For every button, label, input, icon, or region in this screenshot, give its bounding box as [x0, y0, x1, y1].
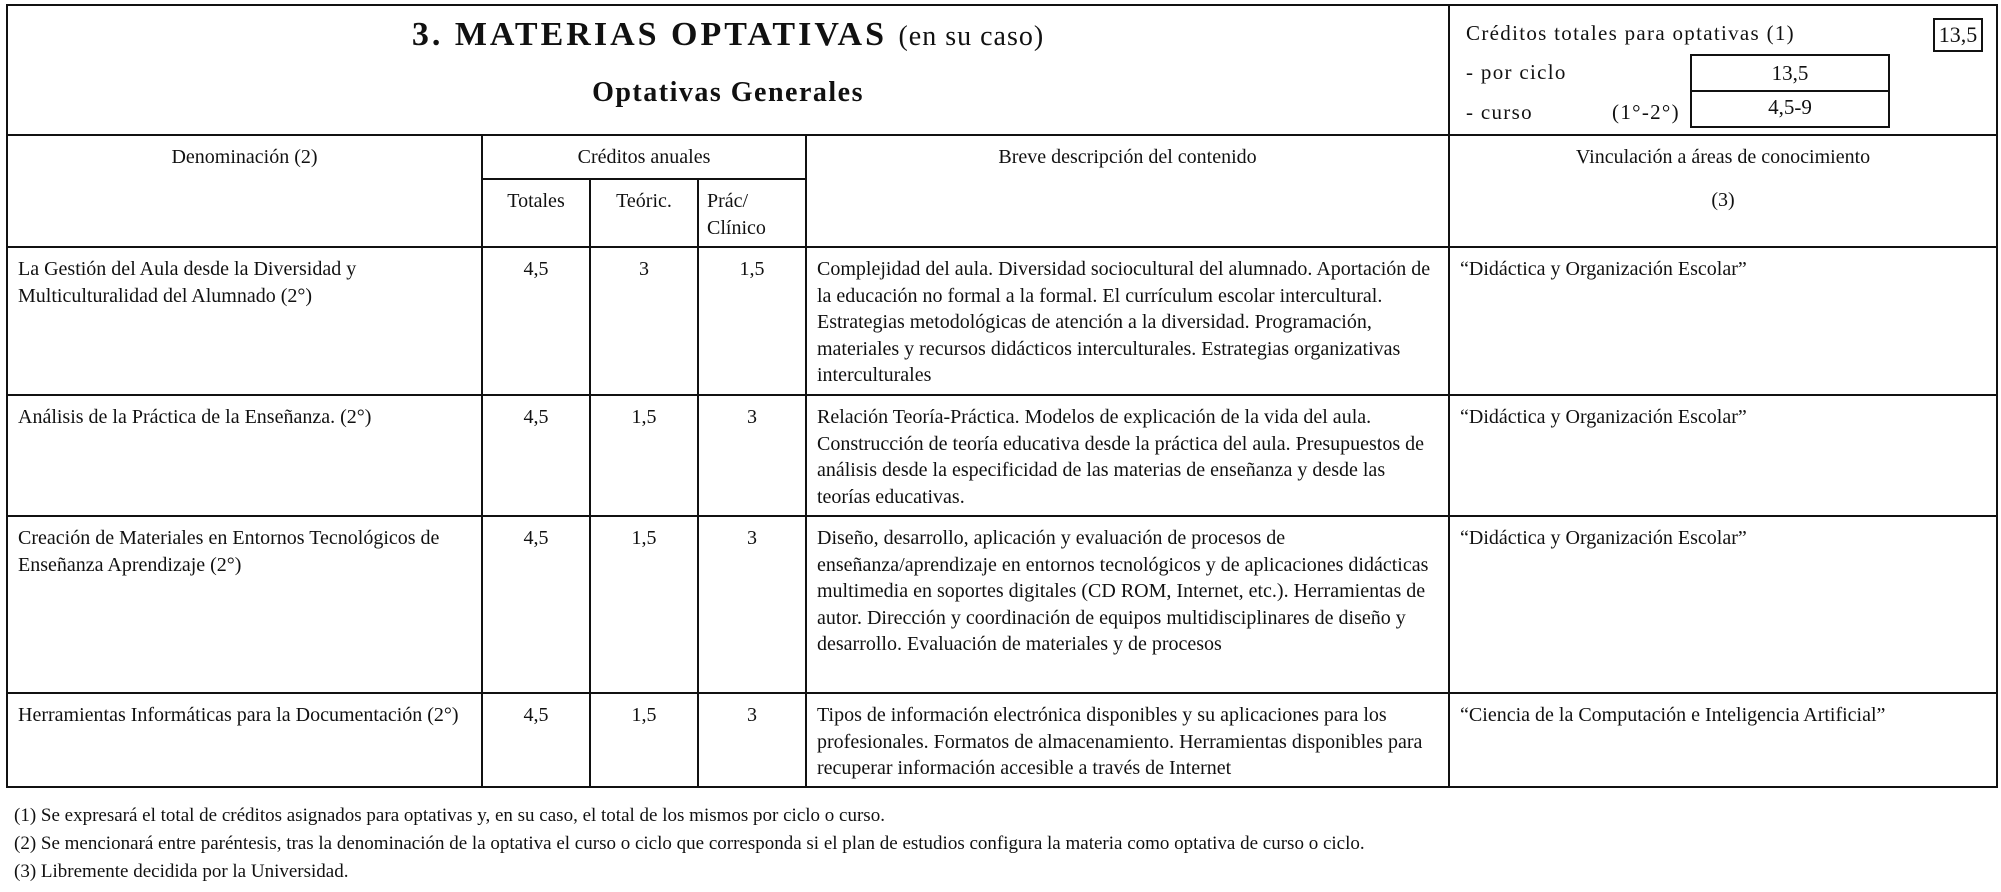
row-description: Relación Teoría-Práctica. Modelos de explicación de la vida del aula. Construcción de teoría educativa desde la práctica del aula. Presupuestos de análisis desde la especificidad de las materias de enseñanza y desde las teorías educativas.: [806, 395, 1449, 516]
col-header-totales: Totales: [482, 179, 590, 247]
table-row: [7, 247, 1997, 395]
row-description: Diseño, desarrollo, aplicación y evaluación de procesos de enseñanza/aprendizaje en entornos tecnológicos y de aplicaciones didácticas multimedia en soportes digitales (CD ROM, Internet, etc.). Herramientas de autor. Dirección y coordinación de equipos multidisciplinares de diseño y desarrollo. Evaluación de materiales y de procesos: [806, 516, 1449, 693]
row-totales: 4,5: [482, 516, 590, 693]
footnote-1: (1) Se expresará el total de créditos asignados para optativas y, en su caso, el total de los mismos por ciclo o curso.: [14, 805, 885, 826]
row-prac: 3: [698, 693, 806, 787]
optativas-table-frame: [6, 4, 1996, 788]
page-subtitle: Optativas Generales: [592, 77, 864, 108]
vinculacion-note: (3): [1711, 188, 1735, 211]
col-header-vinculacion: [1449, 135, 1997, 247]
col-header-denominacion: Denominación (2): [7, 135, 482, 247]
row-totales: 4,5: [482, 693, 590, 787]
col-header-teoric: Teóric.: [590, 179, 698, 247]
row-area: “Didáctica y Organización Escolar”: [1449, 516, 1997, 693]
row-prac: 1,5: [698, 247, 806, 395]
total-credits-label: Créditos totales para optativas (1): [1466, 21, 1795, 45]
table-row: [7, 693, 1997, 787]
row-teoric: 1,5: [590, 693, 698, 787]
row-name: La Gestión del Aula desde la Diversidad y Multiculturalidad del Alumnado (2°): [7, 247, 482, 395]
optativas-table: [6, 4, 1998, 788]
header-cell: [7, 5, 1449, 135]
row-name: Creación de Materiales en Entornos Tecnológicos de Enseñanza Aprendizaje (2°): [7, 516, 482, 693]
vinculacion-label: Vinculación a áreas de conocimiento: [1575, 146, 1871, 168]
footnote-2: (2) Se mencionará entre paréntesis, tras la denominación de la optativa el curso o ciclo que corresponda si el plan de estudios configura la materia como optativa de curso o ciclo.: [14, 833, 1365, 854]
row-area: “Ciencia de la Computación e Inteligencia Artificial”: [1449, 693, 1997, 787]
page-title: 3. MATERIAS OPTATIVAS (en su caso): [411, 16, 1045, 53]
curso-value: 4,5-9: [1690, 90, 1890, 128]
row-teoric: 3: [590, 247, 698, 395]
curso-range: (1°-2°): [1612, 100, 1680, 124]
ciclo-value: 13,5: [1690, 54, 1890, 92]
table-row: [7, 516, 1997, 693]
footnotes: [14, 802, 1365, 886]
row-teoric: 1,5: [590, 395, 698, 516]
row-totales: 4,5: [482, 247, 590, 395]
total-credits-value: 13,5: [1933, 18, 1983, 52]
table-row: [7, 395, 1997, 516]
row-prac: 3: [698, 516, 806, 693]
row-totales: 4,5: [482, 395, 590, 516]
col-header-descripcion: Breve descripción del contenido: [806, 135, 1449, 247]
row-name: Herramientas Informáticas para la Documentación (2°): [7, 693, 482, 787]
curso-label: - curso: [1466, 100, 1533, 124]
row-area: “Didáctica y Organización Escolar”: [1449, 395, 1997, 516]
row-description: Complejidad del aula. Diversidad sociocultural del alumnado. Aportación de la educación no formal a la formal. El currículum escolar intercultural. Estrategias metodológicas de atención a la diversidad. Programación, materiales y recursos didácticos interculturales. Estrategias organizativas interculturales: [806, 247, 1449, 395]
title-suffix: (en su caso): [898, 21, 1045, 52]
col-header-prac: Prác/ Clínico: [698, 179, 806, 247]
row-name: Análisis de la Práctica de la Enseñanza. (2°): [7, 395, 482, 516]
ciclo-label: - por ciclo: [1466, 60, 1567, 84]
row-teoric: 1,5: [590, 516, 698, 693]
row-description: Tipos de información electrónica disponibles y su aplicaciones para los profesionales. Formatos de almacenamiento. Herramientas disponibles para recuperar información accesible a través de Internet: [806, 693, 1449, 787]
row-area: “Didáctica y Organización Escolar”: [1449, 247, 1997, 395]
col-header-creditos: Créditos anuales: [482, 135, 806, 179]
row-prac: 3: [698, 395, 806, 516]
credits-summary: [1449, 5, 1997, 135]
footnote-3: (3) Libremente decidida por la Universidad.: [14, 861, 349, 882]
